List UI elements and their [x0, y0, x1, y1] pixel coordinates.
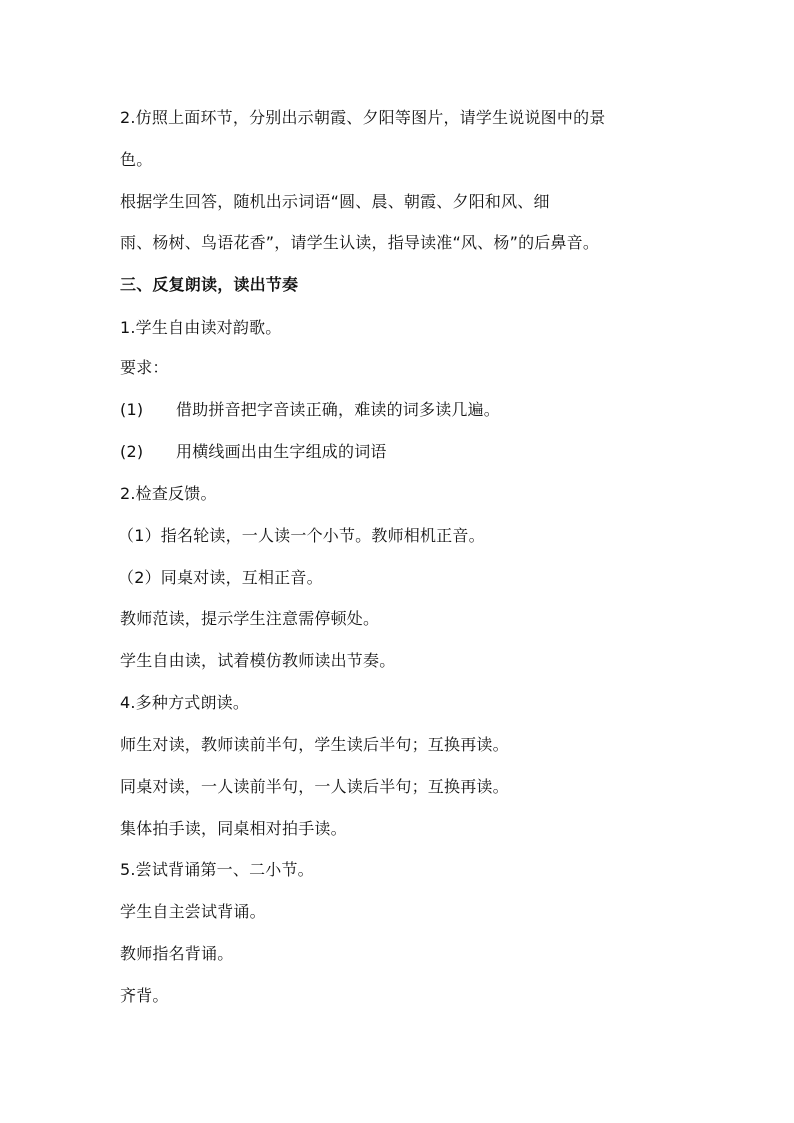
requirement-text: 用横线画出由生字组成的词语 [176, 442, 387, 461]
requirement-text: 借助拼音把字音读正确，难读的词多读几遍。 [176, 400, 501, 419]
requirement-marker: (2) [120, 442, 144, 461]
section-heading: 三、反复朗读，读出节奏 [120, 275, 299, 294]
paragraph-line: 教师指名背诵。 [120, 944, 234, 963]
paragraph-line: 根据学生回答，随机出示词语“圆、晨、朝霞、夕阳和风、细 [120, 192, 550, 211]
paragraph-line: 要求： [120, 358, 169, 377]
step-title: 4.多种方式朗读。 [120, 693, 250, 712]
paragraph-line: 教师范读，提示学生注意需停顿处。 [120, 609, 380, 628]
paragraph-line: 2.仿照上面环节，分别出示朝霞、夕阳等图片，请学生说说图中的景 [120, 108, 606, 127]
paragraph-line: 色。 [120, 150, 153, 169]
requirement-item [120, 400, 500, 420]
paragraph-line: 雨、杨树、鸟语花香”，请学生认读，指导读准“风、杨”的后鼻音。 [120, 233, 600, 252]
paragraph-line: 同桌对读，一人读前半句，一人读后半句；互换再读。 [120, 777, 509, 796]
paragraph-line: 集体拍手读，同桌相对拍手读。 [120, 819, 347, 838]
step-title: 2.检查反馈。 [120, 484, 217, 503]
paragraph-line: 齐背。 [120, 986, 169, 1005]
paragraph-line: 师生对读，教师读前半句，学生读后半句；互换再读。 [120, 735, 509, 754]
paragraph-line: 学生自由读，试着模仿教师读出节奏。 [120, 651, 396, 670]
paragraph-line: （2）同桌对读，互相正音。 [118, 568, 323, 587]
requirement-item [120, 442, 387, 462]
paragraph-line: （1）指名轮读，一人读一个小节。教师相机正音。 [118, 526, 485, 545]
step-title: 5.尝试背诵第一、二小节。 [120, 860, 314, 879]
requirement-marker: (1) [120, 400, 144, 419]
step-title: 1.学生自由读对韵歌。 [120, 318, 282, 337]
paragraph-line: 学生自主尝试背诵。 [120, 902, 266, 921]
